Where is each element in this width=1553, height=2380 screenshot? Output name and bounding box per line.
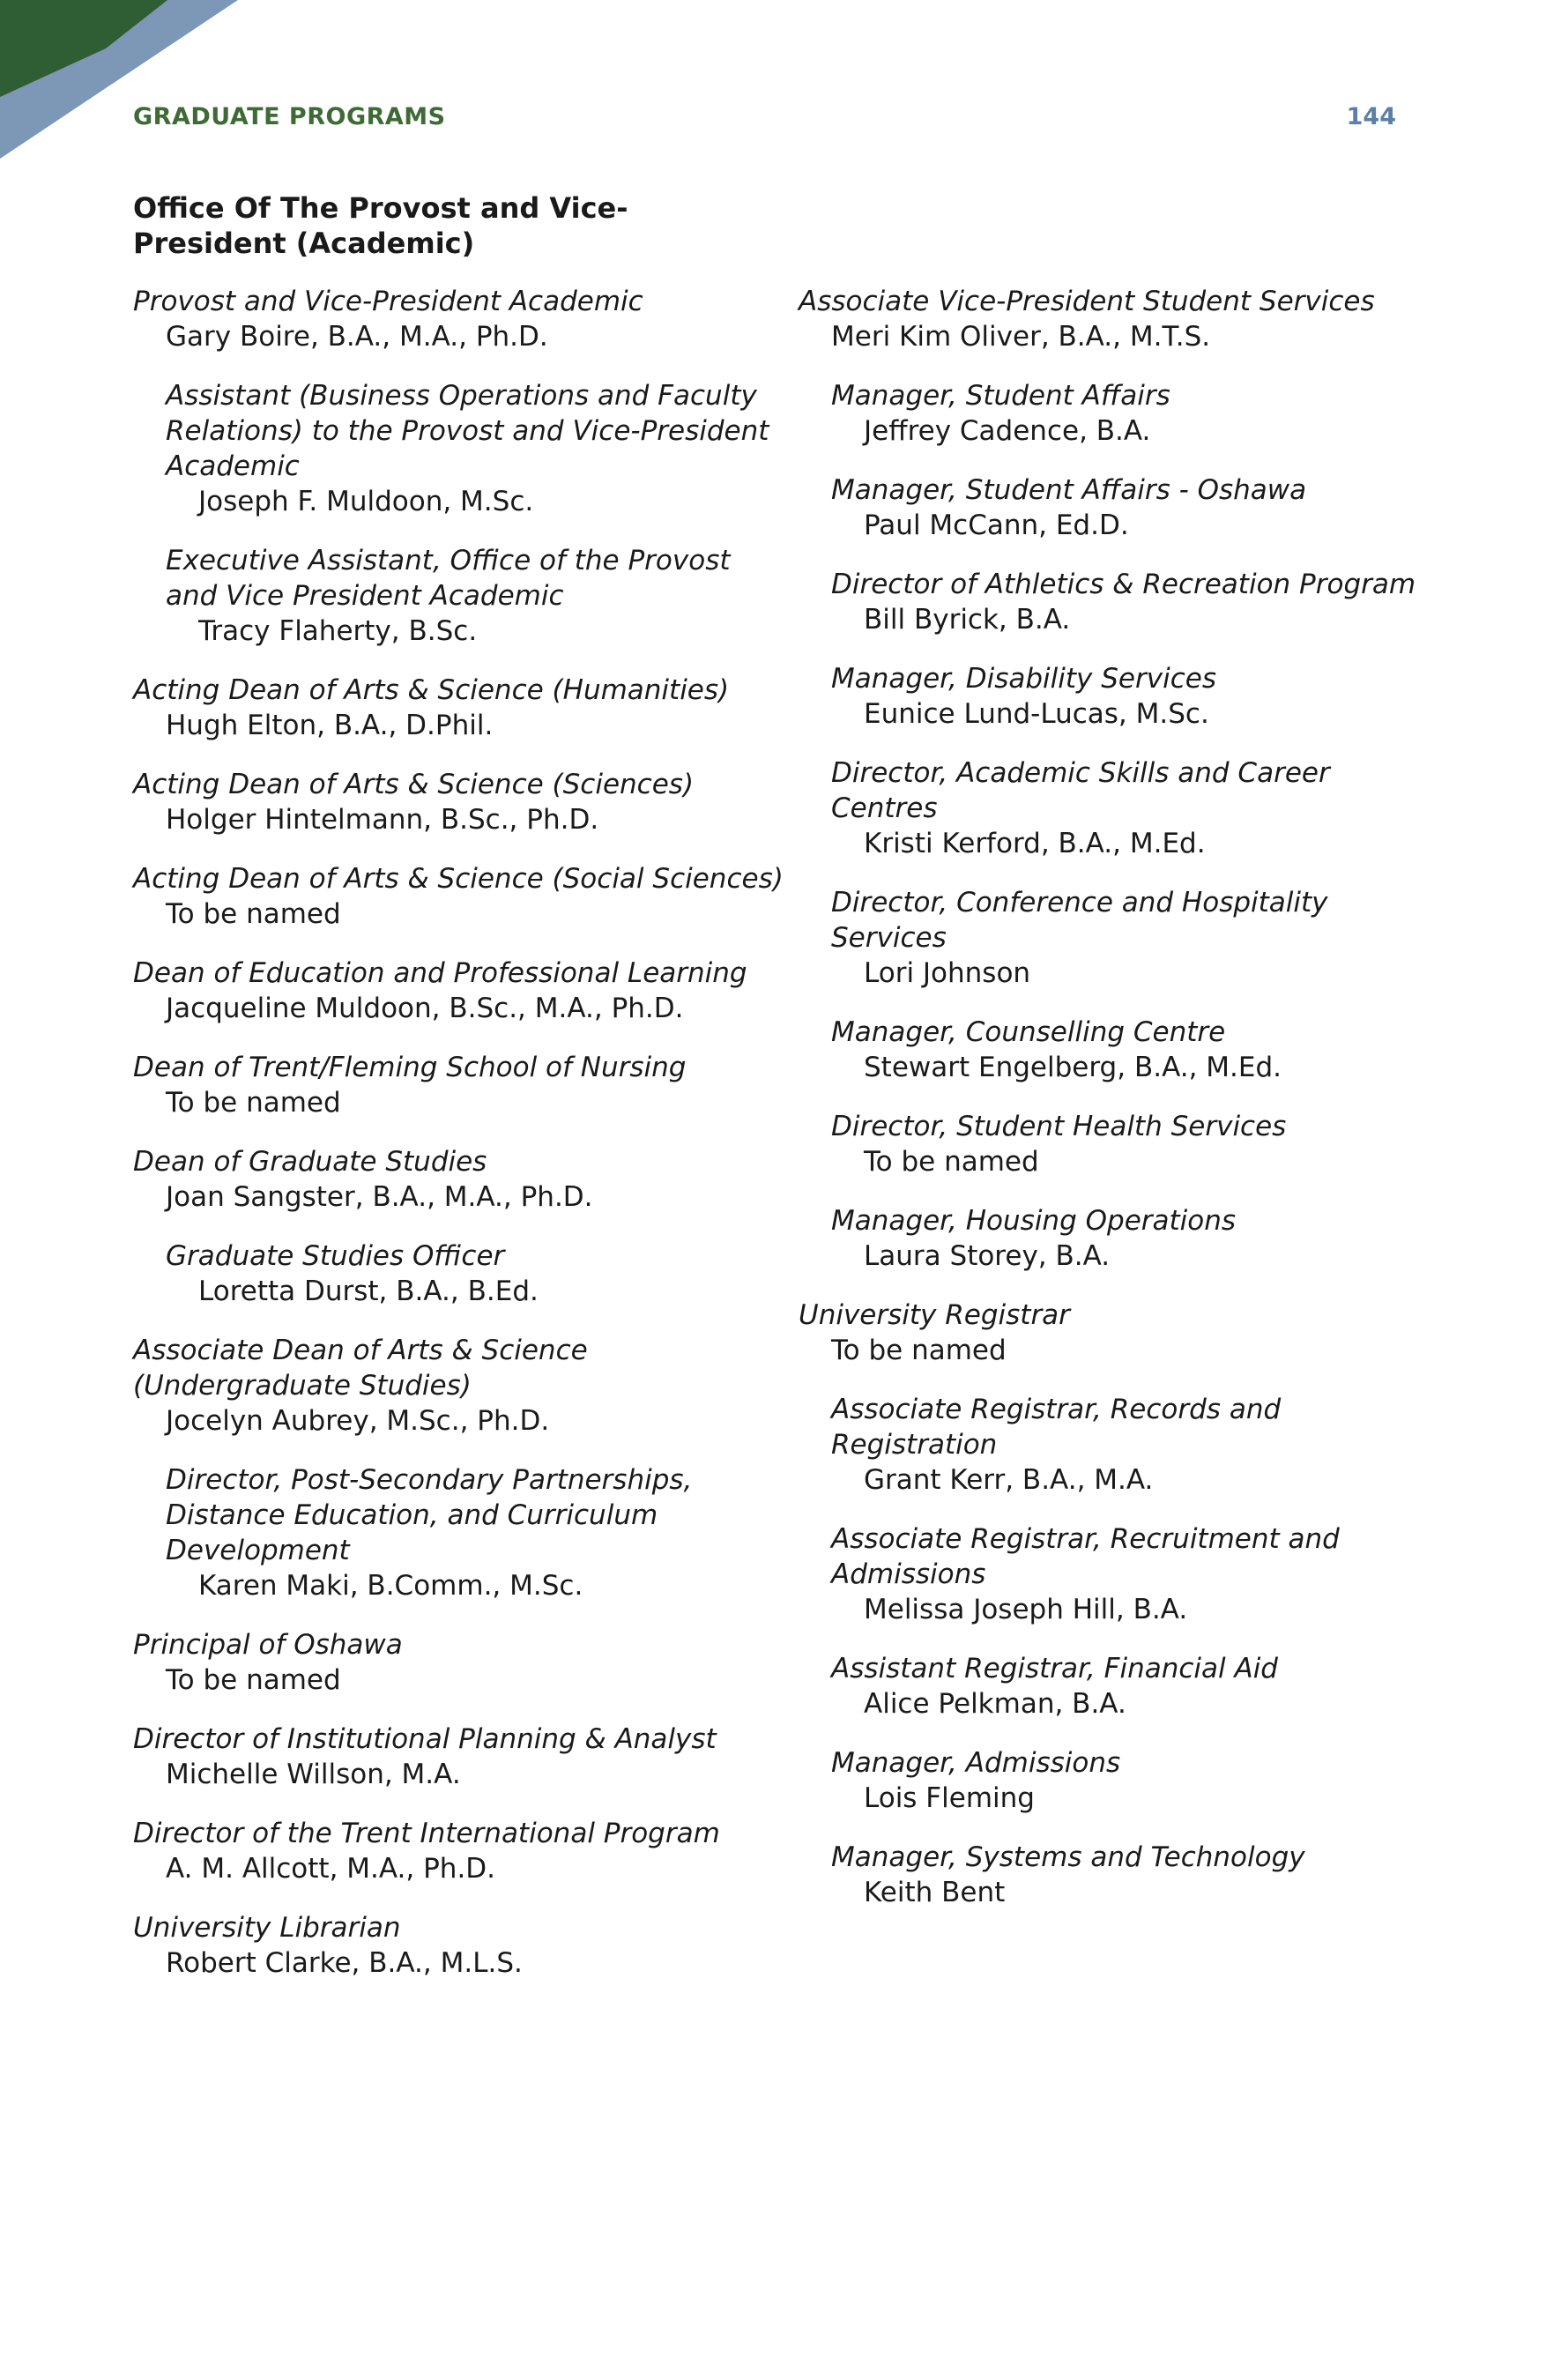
- person-name: Loretta Durst, B.A., B.Ed.: [198, 1276, 539, 1307]
- entry: [133, 1333, 785, 1439]
- entry: [133, 378, 785, 519]
- entry: [799, 284, 1442, 354]
- role-title: Associate Registrar, Recruitment and Admissions: [831, 1523, 1340, 1590]
- entry: [799, 1203, 1442, 1274]
- entry: [133, 1462, 785, 1603]
- role-title: Manager, Disability Services: [831, 663, 1216, 695]
- corner-decoration: [0, 0, 247, 159]
- role-title: Director, Conference and Hospitality Services: [831, 887, 1328, 954]
- role-title: Director, Student Health Services: [831, 1111, 1287, 1142]
- person-name: Hugh Elton, B.A., D.Phil.: [166, 710, 494, 741]
- person-name: Meri Kim Oliver, B.A., M.T.S.: [831, 321, 1211, 353]
- role-title: Manager, Student Affairs: [831, 380, 1170, 412]
- role-title: Dean of Graduate Studies: [133, 1146, 487, 1178]
- entry: [799, 755, 1442, 861]
- entry: [133, 956, 785, 1026]
- person-name: Jeffrey Cadence, B.A.: [864, 415, 1151, 447]
- entry: [799, 1521, 1442, 1627]
- role-title: Director, Post-Secondary Partnerships, Distance Education, and Curriculum Development: [166, 1464, 693, 1566]
- role-title: Manager, Student Affairs - Oshawa: [831, 474, 1307, 506]
- entry: [799, 661, 1442, 732]
- role-title: Assistant Registrar, Financial Aid: [831, 1653, 1278, 1685]
- entry: [799, 1745, 1442, 1816]
- role-title: Associate Registrar, Records and Registration: [831, 1394, 1282, 1461]
- role-title: Acting Dean of Arts & Science (Humanities): [133, 674, 730, 706]
- person-name: Joseph F. Muldoon, M.Sc.: [198, 486, 534, 517]
- page-title: Office Of The Provost and Vice-President (Academic): [133, 191, 628, 260]
- role-title: Manager, Systems and Technology: [831, 1841, 1305, 1873]
- person-name: Alice Pelkman, B.A.: [864, 1688, 1126, 1720]
- person-name: Lori Johnson: [864, 957, 1031, 989]
- person-name: Jocelyn Aubrey, M.Sc., Ph.D.: [166, 1405, 550, 1437]
- person-name: Kristi Kerford, B.A., M.Ed.: [864, 828, 1206, 859]
- role-title: Manager, Counselling Centre: [831, 1016, 1226, 1048]
- person-name: To be named: [166, 1664, 341, 1696]
- entry: [133, 1722, 785, 1792]
- person-name: Laura Storey, B.A.: [864, 1240, 1111, 1272]
- role-title: Director of Athletics & Recreation Program: [831, 569, 1416, 600]
- person-name: Tracy Flaherty, B.Sc.: [198, 615, 478, 647]
- entry: [133, 861, 785, 932]
- person-name: Jacqueline Muldoon, B.Sc., M.A., Ph.D.: [166, 993, 684, 1024]
- section-label: GRADUATE PROGRAMS: [133, 102, 446, 130]
- role-title: Director, Academic Skills and Career Centres: [831, 757, 1330, 824]
- role-title: Acting Dean of Arts & Science (Social Sciences): [133, 863, 784, 895]
- person-name: To be named: [864, 1146, 1039, 1178]
- role-title: Manager, Housing Operations: [831, 1205, 1237, 1237]
- person-name: A. M. Allcott, M.A., Ph.D.: [166, 1853, 496, 1885]
- role-title: Manager, Admissions: [831, 1747, 1121, 1779]
- person-name: Eunice Lund-Lucas, M.Sc.: [864, 698, 1209, 730]
- role-title: Executive Assistant, Office of the Provost and Vice President Academic: [166, 545, 731, 612]
- role-title: Assistant (Business Operations and Faculty Relations) to the Provost and Vice-President Academic: [166, 380, 769, 482]
- role-title: Acting Dean of Arts & Science (Sciences): [133, 769, 695, 800]
- entry: [799, 1109, 1442, 1179]
- entry: [133, 767, 785, 837]
- person-name: Melissa Joseph Hill, B.A.: [864, 1594, 1188, 1625]
- entry: [799, 1651, 1442, 1722]
- entry: [133, 1050, 785, 1120]
- person-name: To be named: [831, 1335, 1007, 1366]
- role-title: Associate Vice-President Student Services: [799, 286, 1375, 317]
- person-name: Gary Boire, B.A., M.A., Ph.D.: [166, 321, 548, 353]
- person-name: To be named: [166, 898, 341, 930]
- role-title: Graduate Studies Officer: [166, 1240, 505, 1272]
- person-name: Michelle Willson, M.A.: [166, 1759, 461, 1790]
- entry: [799, 378, 1442, 449]
- entry: [799, 1840, 1442, 1910]
- person-name: Robert Clarke, B.A., M.L.S.: [166, 1947, 523, 1979]
- person-name: Karen Maki, B.Comm., M.Sc.: [198, 1570, 583, 1602]
- person-name: Grant Kerr, B.A., M.A.: [864, 1464, 1154, 1496]
- role-title: Associate Dean of Arts & Science (Undergraduate Studies): [133, 1335, 588, 1402]
- entry: [799, 1015, 1442, 1085]
- entry: [799, 472, 1442, 543]
- page-header: [133, 99, 1396, 134]
- person-name: Holger Hintelmann, B.Sc., Ph.D.: [166, 804, 599, 836]
- page-number: 144: [1346, 102, 1396, 130]
- entry: [799, 885, 1442, 991]
- role-title: Director of Institutional Planning & Analyst: [133, 1723, 717, 1755]
- role-title: Provost and Vice-President Academic: [133, 286, 643, 317]
- role-title: Principal of Oshawa: [133, 1629, 403, 1661]
- entry: [133, 673, 785, 743]
- role-title: Director of the Trent International Program: [133, 1818, 720, 1849]
- person-name: Bill Byrick, B.A.: [864, 604, 1071, 636]
- entry: [799, 567, 1442, 637]
- entry: [799, 1298, 1442, 1368]
- entry: [133, 1627, 785, 1698]
- person-name: Stewart Engelberg, B.A., M.Ed.: [864, 1052, 1282, 1083]
- entry: [133, 284, 785, 354]
- person-name: Keith Bent: [864, 1877, 1006, 1908]
- person-name: Lois Fleming: [864, 1782, 1035, 1814]
- role-title: Dean of Education and Professional Learning: [133, 957, 747, 989]
- entry: [799, 1392, 1442, 1498]
- entry: [133, 1238, 785, 1309]
- entry: [133, 1144, 785, 1215]
- role-title: University Librarian: [133, 1912, 401, 1944]
- entry: [133, 543, 785, 649]
- role-title: Dean of Trent/Fleming School of Nursing: [133, 1052, 687, 1083]
- right-column: [799, 284, 1442, 1934]
- person-name: To be named: [166, 1087, 341, 1119]
- left-column: [133, 284, 785, 2004]
- person-name: Joan Sangster, B.A., M.A., Ph.D.: [166, 1181, 593, 1213]
- entry: [133, 1816, 785, 1886]
- role-title: University Registrar: [799, 1299, 1070, 1331]
- person-name: Paul McCann, Ed.D.: [864, 509, 1129, 541]
- entry: [133, 1910, 785, 1981]
